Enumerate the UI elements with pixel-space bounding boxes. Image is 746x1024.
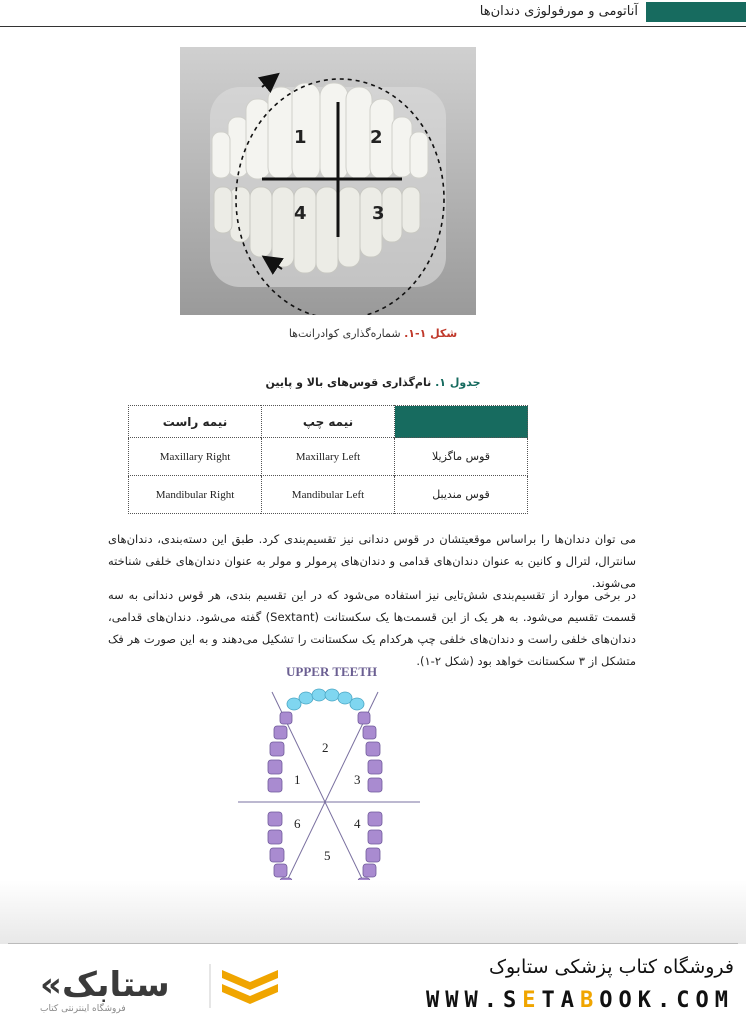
header-title: آناتومی و مورفولوژی دندان‌ها [479, 4, 638, 19]
ad-website-url[interactable] [426, 988, 734, 1013]
sextant-6-label: 6 [294, 816, 301, 831]
sextant-3-label: 3 [354, 772, 361, 787]
paragraph-2: در برخی موارد از تقسیم‌بندی شش‌تایی نیز استفاده می‌شود که در این تقسیم بندی، هر قوس دندانی به سه قسمت تقسیم می‌شود. به هر یک از این قسمت‌ها یک سکستانت (Sextant) گفته می‌شود. دندان‌های قدامی، دندان‌های خلفی راست و دندان‌های خلفی چپ هرکدام یک سکستانت را تشکیل می‌دهند و به این صورت هر فک متشکل از ۳ سکستانت خواهد بود (شکل ۲-۱). [108, 588, 636, 668]
table1-caption-label: جدول ۱. [435, 376, 481, 389]
url-highlight: E [522, 988, 542, 1013]
url-part: WWW.S [426, 988, 523, 1013]
url-highlight: B [580, 988, 600, 1013]
figure1-caption-label: شکل ۱-۱. [404, 327, 458, 340]
header-accent-band [646, 2, 746, 22]
ad-shop-name: فروشگاه کتاب پزشکی ستابوک [488, 956, 734, 978]
sextant-1-label: 1 [294, 772, 301, 787]
logo-subtitle: فروشگاه اینترنتی کتاب [40, 1004, 126, 1014]
svg-text:«ستابک: «ستابک [40, 965, 170, 1005]
table-cell: Mandibular Left [262, 476, 395, 514]
figure1-caption [0, 327, 746, 340]
quadrant-1-label: 1 [294, 127, 307, 148]
table-row-label: قوس مندیبل [395, 476, 528, 514]
table-cell: Mandibular Right [129, 476, 262, 514]
table1-caption [0, 376, 746, 389]
quadrant-3-label: 3 [372, 203, 385, 224]
table-cell: Maxillary Left [262, 438, 395, 476]
page-bottom-fade [0, 880, 746, 944]
arch-table [128, 405, 528, 514]
sextant-4-label: 4 [354, 816, 361, 831]
table-header-left: نیمه چپ [262, 406, 395, 438]
table-row-label: قوس ماگزیلا [395, 438, 528, 476]
url-part: OOK.COM [599, 988, 734, 1013]
ad-divider [8, 943, 738, 944]
page-header [0, 0, 746, 27]
dental-model-photo [180, 47, 476, 315]
quadrant-4-label: 4 [294, 203, 307, 224]
upper-teeth-label: UPPER TEETH [286, 664, 378, 679]
sextant-5-label: 5 [324, 848, 331, 863]
quadrant-2-label: 2 [370, 127, 383, 148]
figure1-caption-text: شماره‌گذاری کوادرانت‌ها [288, 327, 401, 340]
paragraph-1: می توان دندان‌ها را براساس موقعیتشان در قوس دندانی نیز تقسیم‌بندی کرد. طبق این دسته‌بندی، دندان‌های سانترال، لترال و کانین به عنوان دندان‌های قدامی و دندان‌های پرمولر و مولر به عنوان دندان‌های خلفی شناخته می‌شوند. [108, 532, 636, 590]
url-part: TA [541, 988, 581, 1013]
table-cell: Maxillary Right [129, 438, 262, 476]
table-header-right: نیمه راست [129, 406, 262, 438]
sextant-2-label: 2 [322, 740, 329, 755]
table1-caption-text: نام‌گذاری قوس‌های بالا و پایین [265, 376, 432, 389]
table-corner-cell [395, 406, 528, 438]
